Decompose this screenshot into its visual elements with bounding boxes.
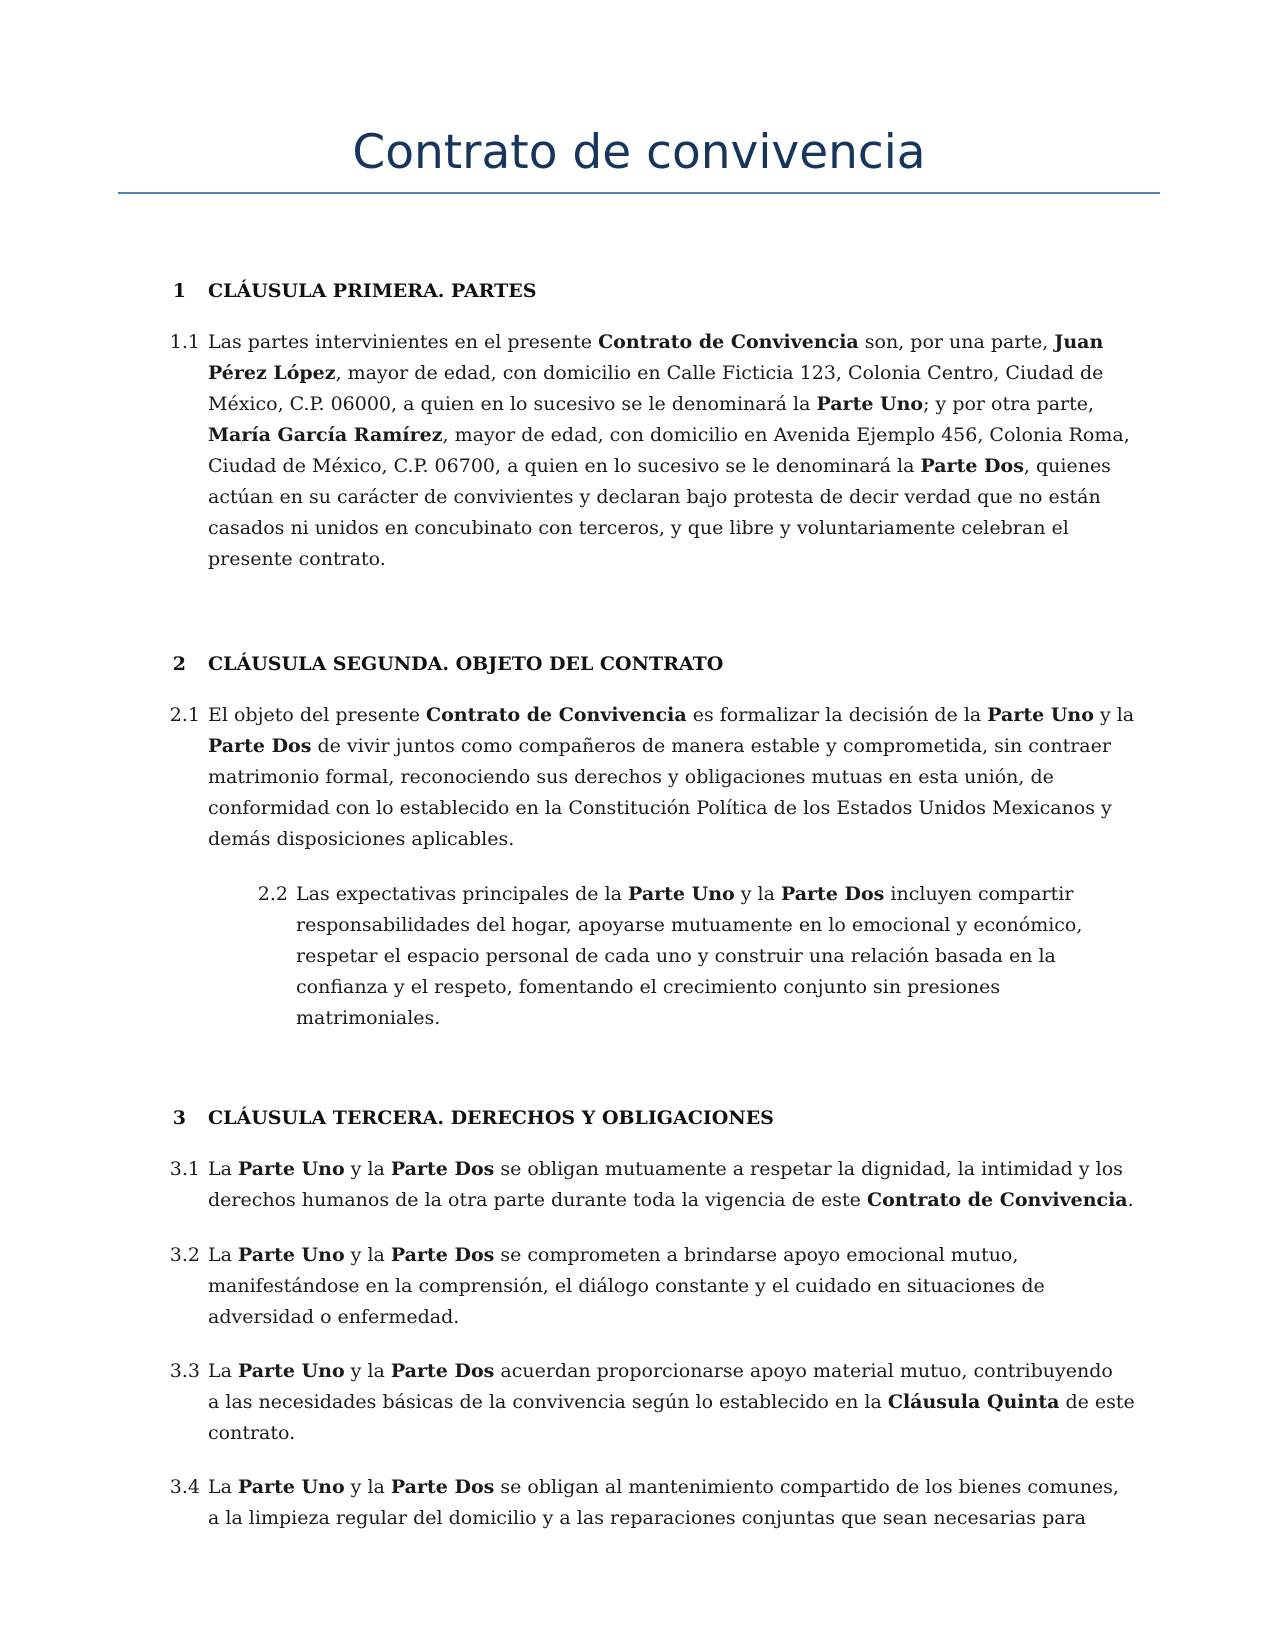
bold-term: Parte Uno [987, 704, 1094, 726]
bold-term: Parte Uno [816, 393, 924, 415]
text-run: a la limpieza regular del domicilio y a las reparaciones conjuntas que sean necesarias para [208, 1507, 1086, 1529]
text-run: a las necesidades básicas de la convivencia según lo establecido en la [208, 1391, 888, 1413]
bold-term: Parte Uno [237, 1244, 345, 1266]
text-run: conformidad con lo establecido en la Constitución Política de los Estados Unidos Mexicanos y [208, 797, 1112, 819]
text-run: respetar el espacio personal de cada uno y construir una relación basada en la [296, 945, 1056, 967]
text-line [208, 731, 1134, 762]
text-run: y la [344, 1360, 391, 1382]
section-number: 3 [172, 1107, 186, 1129]
text-run: ; y por otra parte, [923, 393, 1095, 415]
clause-number: 2.1 [169, 704, 200, 726]
text-run: contrato. [208, 1422, 296, 1444]
text-line [208, 420, 1130, 451]
clause-number: 3.1 [169, 1158, 200, 1180]
text-run: incluyen compartir [884, 883, 1074, 905]
text-line [208, 1302, 1045, 1333]
text-run: actúan en su carácter de convivientes y declaran bajo protesta de decir verdad que no están [208, 486, 1101, 508]
text-run: , mayor de edad, con domicilio en Avenida Ejemplo 456, Colonia Roma, [442, 424, 1130, 446]
clause-text [208, 1472, 1119, 1534]
bold-term: Parte Uno [237, 1158, 345, 1180]
text-line [208, 451, 1130, 482]
text-line [296, 941, 1082, 972]
bold-term: Contrato de Convivencia [866, 1189, 1128, 1211]
text-run: y la [1093, 704, 1135, 726]
text-run: derechos humanos de la otra parte durante toda la vigencia de este [208, 1189, 867, 1211]
bold-term: Parte Dos [780, 883, 885, 905]
bold-term: Parte Dos [390, 1244, 495, 1266]
clause-text [208, 327, 1130, 575]
text-line [208, 1271, 1045, 1302]
text-run: demás disposiciones aplicables. [208, 828, 515, 850]
clause-text [208, 700, 1134, 855]
text-run: Las partes intervinientes en el presente [208, 331, 599, 353]
text-run: . [1127, 1189, 1134, 1211]
section-number: 1 [172, 280, 186, 302]
bold-term: Parte Uno [237, 1360, 345, 1382]
text-line [208, 1418, 1135, 1449]
section-title: CLÁUSULA TERCERA. DERECHOS Y OBLIGACIONES [208, 1107, 774, 1129]
text-run: confianza y el respeto, fomentando el crecimiento conjunto sin presiones [296, 976, 1001, 998]
text-run: responsabilidades del hogar, apoyarse mutuamente en lo emocional y económico, [296, 914, 1083, 936]
bold-term: Parte Dos [390, 1158, 495, 1180]
bold-term: Contrato de Convivencia [598, 331, 859, 353]
document-title: Contrato de convivencia [352, 125, 926, 180]
section-title: CLÁUSULA PRIMERA. PARTES [208, 280, 537, 302]
text-run: de este [1059, 1391, 1135, 1413]
text-run: son, por una parte, [858, 331, 1055, 353]
text-line [208, 1154, 1134, 1185]
text-run: Las expectativas principales de la [296, 883, 629, 905]
bold-term: Cláusula Quinta [887, 1391, 1060, 1413]
bold-term: María García Ramírez [208, 424, 443, 446]
text-line [208, 513, 1130, 544]
text-line [296, 1003, 1082, 1034]
text-run: matrimonio formal, reconociendo sus derechos y obligaciones mutuas en esta unión, de [208, 766, 1054, 788]
text-line [208, 544, 1130, 575]
text-run: , mayor de edad, con domicilio en Calle Ficticia 123, Colonia Centro, Ciudad de [335, 362, 1104, 384]
text-run: La [208, 1158, 238, 1180]
text-run: presente contrato. [208, 548, 386, 570]
text-line [208, 1240, 1045, 1271]
text-run: La [208, 1476, 238, 1498]
text-line [296, 972, 1082, 1003]
text-run: de vivir juntos como compañeros de manera estable y comprometida, sin contraer [311, 735, 1111, 757]
text-line [208, 824, 1134, 855]
text-line [208, 1472, 1119, 1503]
clause-number: 3.4 [169, 1476, 200, 1498]
title-underline [118, 192, 1160, 194]
bold-term: Parte Uno [237, 1476, 345, 1498]
text-run: adversidad o enfermedad. [208, 1306, 460, 1328]
text-line [208, 358, 1130, 389]
text-run: se obligan mutuamente a respetar la dignidad, la intimidad y los [494, 1158, 1123, 1180]
bold-term: Parte Dos [390, 1476, 495, 1498]
text-run: La [208, 1360, 238, 1382]
text-run: y la [344, 1158, 391, 1180]
text-line [208, 1503, 1119, 1534]
bold-term: Contrato de Convivencia [426, 704, 687, 726]
text-line [208, 327, 1130, 358]
text-run: manifestándose en la comprensión, el diálogo constante y el cuidado en situaciones de [208, 1275, 1045, 1297]
text-line [208, 1185, 1134, 1216]
text-line [208, 482, 1130, 513]
text-run: Ciudad de México, C.P. 06700, a quien en lo sucesivo se le denominará la [208, 455, 921, 477]
text-run: se comprometen a brindarse apoyo emocional mutuo, [494, 1244, 1019, 1266]
clause-text [208, 1356, 1135, 1449]
bold-term: Parte Uno [628, 883, 735, 905]
clause-text [208, 1240, 1045, 1333]
text-line [208, 1356, 1135, 1387]
text-run: La [208, 1244, 238, 1266]
bold-term: Parte Dos [208, 735, 312, 757]
section-title: CLÁUSULA SEGUNDA. OBJETO DEL CONTRATO [208, 653, 724, 675]
text-line [208, 700, 1134, 731]
bold-term: Parte Dos [390, 1360, 495, 1382]
clause-number: 3.3 [169, 1360, 200, 1382]
text-line [296, 879, 1082, 910]
text-run: casados ni unidos en concubinato con terceros, y que libre y voluntariamente celebran el [208, 517, 1069, 539]
clause-number: 1.1 [169, 331, 200, 353]
text-run: México, C.P. 06000, a quien en lo sucesivo se le denominará la [208, 393, 817, 415]
clause-text [296, 879, 1082, 1034]
text-line [296, 910, 1082, 941]
clause-number: 3.2 [169, 1244, 200, 1266]
bold-term: Pérez López [208, 362, 336, 384]
text-line [208, 793, 1134, 824]
text-run: y la [344, 1244, 391, 1266]
text-run: es formalizar la decisión de la [686, 704, 988, 726]
text-line [208, 1387, 1135, 1418]
text-run: se obligan al mantenimiento compartido de los bienes comunes, [494, 1476, 1119, 1498]
text-run: y la [344, 1476, 391, 1498]
bold-term: Juan [1054, 331, 1104, 353]
text-run: matrimoniales. [296, 1007, 441, 1029]
section-number: 2 [172, 653, 186, 675]
clause-number: 2.2 [257, 883, 288, 905]
clause-text [208, 1154, 1134, 1216]
text-run: , quienes [1023, 455, 1111, 477]
bold-term: Parte Dos [920, 455, 1024, 477]
text-run: y la [734, 883, 781, 905]
text-run: El objeto del presente [208, 704, 426, 726]
text-line [208, 762, 1134, 793]
text-run: acuerdan proporcionarse apoyo material mutuo, contribuyendo [494, 1360, 1113, 1382]
text-line [208, 389, 1130, 420]
